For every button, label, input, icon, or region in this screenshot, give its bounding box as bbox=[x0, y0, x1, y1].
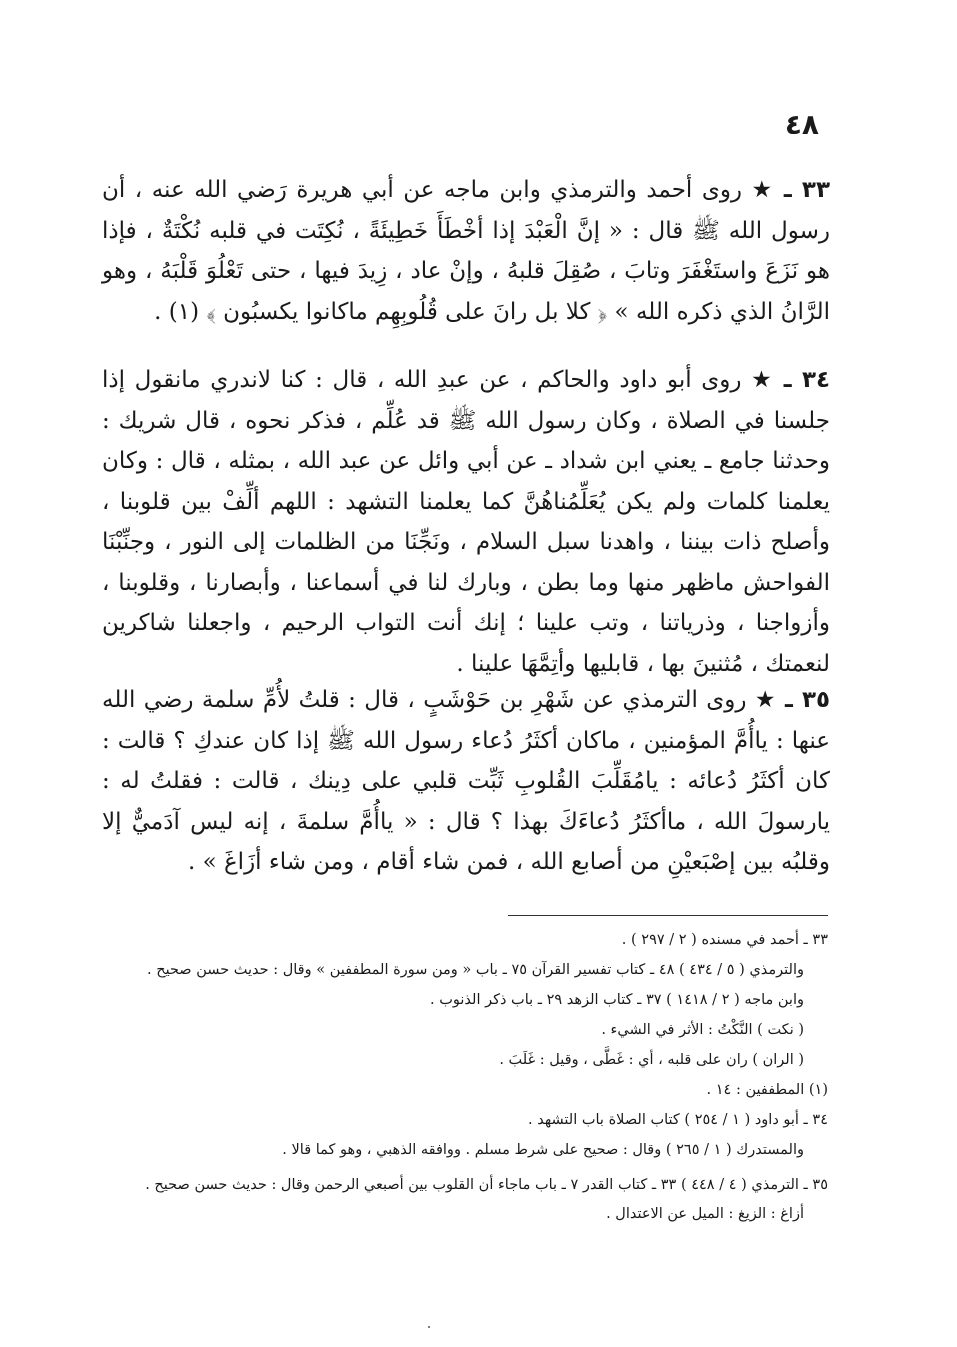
footnote: والترمذي ( ٥ / ٤٣٤ ) ٤٨ ـ كتاب تفسير القرآن ٧٥ ـ باب « ومن سورة المطففين » وقال : حديث حسن صحيح . bbox=[146, 962, 804, 978]
hadith-33 bbox=[102, 170, 830, 332]
footnote: ٣٤ ـ أبو داود ( ١ / ٢٥٤ ) كتاب الصلاة باب التشهد . bbox=[527, 1112, 828, 1128]
hadith-number: ٣٣ ـ bbox=[783, 177, 830, 203]
footnote: ٣٣ ـ أحمد في مسنده ( ٢ / ٢٩٧ ) . bbox=[621, 932, 828, 948]
footnote: (١) المطففين : ١٤ . bbox=[706, 1082, 828, 1098]
hadith-text: ★ روى أبو داود والحاكم ، عن عبدِ الله ، قال : كنا لاندري مانقول إذا جلسنا في الصلاة ، وكان رسول الله ﷺ قد عُلِّم ، فذكر نحوه ، قال شريك : وحدثنا جامع ـ يعني ابن شداد ـ عن أبي وائل عن عبد الله ، بمثله ، قال : وكان يعلمنا كلمات ولم يكن يُعَلِّمُناهُنَّ كما يعلمنا التشهد : اللهم ألِّفْ بين قلوبنا ، وأصلح ذات بيننا ، واهدنا سبل السلام ، ونَجِّنَا من الظلمات إلى النور ، وجنِّبْنَا الفواحش ماظهر منها وما بطن ، وبارك لنا في أسماعنا ، وأبصارنا ، وقلوبنا ، وأزواجنا ، وذرياتنا ، وتب علينا ؛ إنك أنت التواب الرحيم ، واجعلنا شاكرين لنعمتك ، مُثنينَ بها ، قابليها وأتِمَّهَا علينا . bbox=[102, 367, 830, 677]
hadith-text: ★ روى الترمذي عن شَهْرِ بن حَوْشَبٍ ، قال : قلتُ لأُمِّ سلمة رضي الله عنها : ياأُمَّ المؤمنين ، ماكان أكثَرُ دُعاء رسول الله ﷺ إذا كان عندكِ ؟ قالت : كان أكثَرُ دُعائه : يامُقَلِّبَ القُلوبِ ثَبِّت قلبي على دِينك ، قالت : فقلتُ له : يارسولَ الله ، ماأكثَرُ دُعاءَكَ بهذا ؟ قال : « ياأُمَّ سلمةَ ، إنه ليس آدَميٌّ إلا وقلبُه بين إصْبَعيْنِ من أصابع الله ، فمن شاء أقام ، ومن شاء أزَاغَ » . bbox=[102, 687, 830, 875]
footnotes bbox=[112, 925, 828, 1229]
footnote: والمستدرك ( ١ / ٢٦٥ ) وقال : صحيح على شرط مسلم . ووافقه الذهبي ، وهو كما قالا . bbox=[282, 1142, 804, 1158]
scan-speck bbox=[428, 1326, 430, 1328]
hadith-34 bbox=[102, 360, 830, 684]
footnote: وابن ماجه ( ٢ / ١٤١٨ ) ٣٧ ـ كتاب الزهد ٢٩ ـ باب ذكر الذنوب . bbox=[430, 992, 804, 1008]
footnote-divider bbox=[508, 915, 828, 916]
hadith-number: ٣٤ ـ bbox=[783, 367, 831, 393]
hadith-number: ٣٥ ـ bbox=[784, 687, 831, 713]
page-number: ٤٨ bbox=[784, 108, 819, 141]
hadith-text: ★ روى أحمد والترمذي وابن ماجه عن أبي هريرة رَضي الله عنه ، أن رسول الله ﷺ قال : « إنَّ الْعَبْدَ إذا أخْطَأَ خَطِيئَةً ، نُكِتَت في قلبه نُكْتَةٌ ، فإذا هو نَزَعَ واستَغْفَرَ وتابَ ، صُقِلَ قلبهُ ، وإنْ عاد ، زِيدَ فيها ، حتى تَعْلُوَ قَلْبَهُ ، وهو الرَّانُ الذي ذكره الله » ﴿ كلا بل رانَ على قُلُوبِهِم ماكانوا يكسبُون ﴾ (١) . bbox=[102, 177, 830, 325]
footnote: ( الران ) ران على قلبه ، أي : غَطَّى ، وقيل : غَلَبَ . bbox=[499, 1052, 804, 1068]
footnote: ٣٥ ـ الترمذي ( ٤ / ٤٤٨ ) ٣٣ ـ كتاب القدر ٧ ـ باب ماجاء أن القلوب بين أصبعي الرحمن وقال : حديث حسن صحيح . bbox=[145, 1177, 828, 1193]
footnote: أزاغ : الزيغ : الميل عن الاعتدال . bbox=[606, 1206, 804, 1222]
hadith-35 bbox=[102, 680, 830, 883]
footnote: ( نكت ) النَّكْتُ : الأثر في الشيء . bbox=[601, 1022, 804, 1038]
